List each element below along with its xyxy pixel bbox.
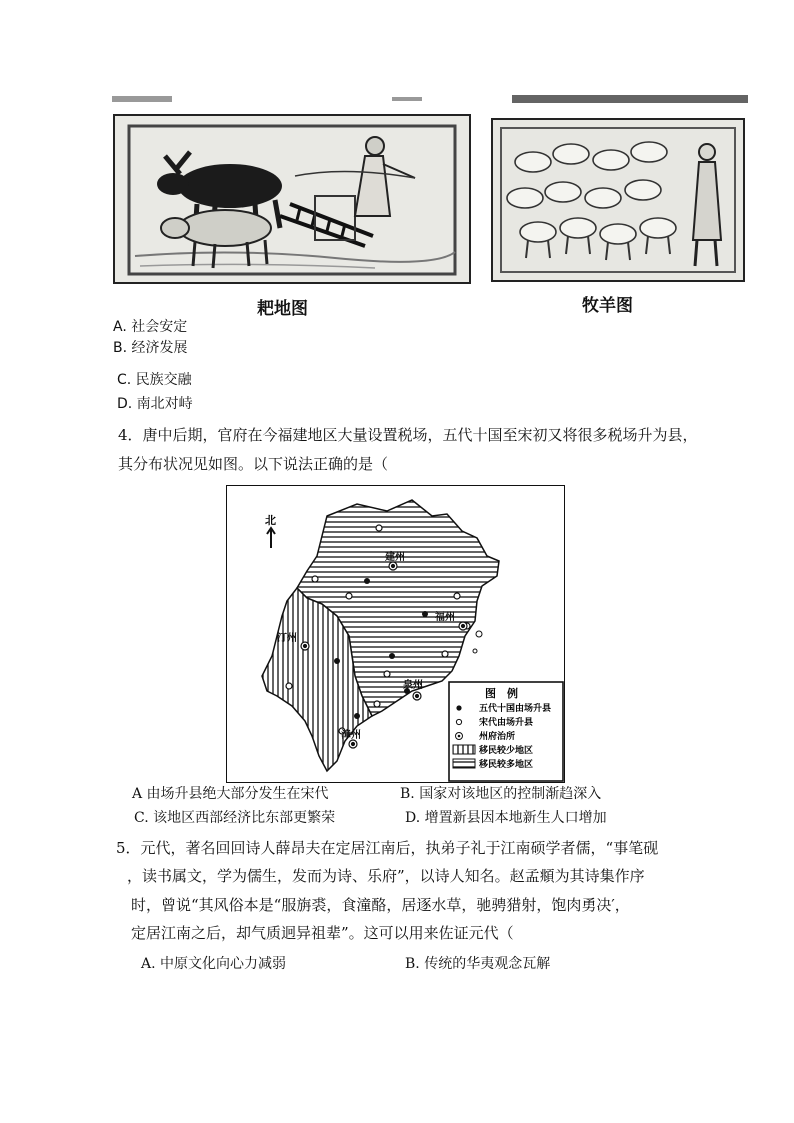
q4-option-b[interactable]: B. 国家对该地区的控制渐趋深入 [400, 786, 602, 802]
legend-item-1: 五代十国由场升县 [479, 704, 552, 714]
left-image-caption: 耙地图 [257, 299, 308, 319]
fujian-map [226, 485, 565, 783]
shepherding-painting [491, 118, 745, 282]
place-label-tingzhou: 汀州 [277, 633, 297, 644]
legend-item-5: 移民较多地区 [479, 760, 534, 770]
q4-option-d[interactable]: D. 增置新县因本地新生人口增加 [405, 810, 607, 826]
q5-question-line1: 5．元代，著名回回诗人薛昂夫在定居江南后，执弟子礼于江南硕学者儒，“事笔砚 [116, 839, 659, 857]
q5-question-line2: ，读书属文，学为儒生，发而为诗、乐府”，以诗人知名。赵孟頫为其诗集作序 [127, 867, 645, 885]
q5-option-b[interactable]: B. 传统的华夷观念瓦解 [405, 956, 551, 972]
north-label: 北 [265, 514, 276, 527]
filled-dot-icon [456, 705, 461, 710]
horizontal-hatch-icon [453, 759, 475, 768]
legend-item-4: 移民较少地区 [479, 746, 534, 756]
legend-item-2: 宋代由场升县 [479, 718, 534, 728]
q3-option-c[interactable]: C. 民族交融 [117, 372, 192, 388]
north-arrow-icon [267, 528, 275, 548]
q4-option-a[interactable]: A 由场升县绝大部分发生在宋代 [132, 786, 329, 802]
q5-question-line3: 时，曾说“其风俗本是“服旃裘，食潼酪，居逐水草，驰骋猎射，饱肉勇决′， [131, 896, 630, 914]
q3-option-b[interactable]: B. 经济发展 [113, 340, 188, 356]
harrowing-painting [113, 114, 471, 284]
cropped-top-line [112, 90, 748, 102]
place-label-fuzhou: 福州 [435, 612, 455, 623]
q4-question-line2: 其分布状况见如图。以下说法正确的是（ [118, 455, 389, 473]
q3-option-a[interactable]: A. 社会安定 [113, 319, 188, 335]
place-label-quanzhou: 泉州 [403, 680, 423, 691]
q4-question-line1: 4．唐中后期，官府在今福建地区大量设置税场，五代十国至宋初又将很多税场升为县， [118, 426, 698, 444]
vertical-hatch-icon [453, 745, 475, 754]
q5-question-line4: 定居江南之后，却气质迥异祖辈”。这可以用来佐证元代（ [131, 924, 514, 942]
place-label-zhangzhou: 漳州 [341, 730, 361, 741]
legend-item-3: 州府治所 [479, 732, 516, 742]
open-dot-icon [456, 719, 461, 724]
legend-title: 图 例 [485, 687, 518, 700]
place-label-jianzhou: 建州 [385, 552, 405, 563]
q3-option-d[interactable]: D. 南北对峙 [117, 396, 193, 412]
q5-option-a[interactable]: A. 中原文化向心力减弱 [141, 956, 287, 972]
right-image-caption: 牧羊图 [582, 296, 633, 316]
q4-option-c[interactable]: C. 该地区西部经济比东部更繁荣 [134, 810, 336, 826]
